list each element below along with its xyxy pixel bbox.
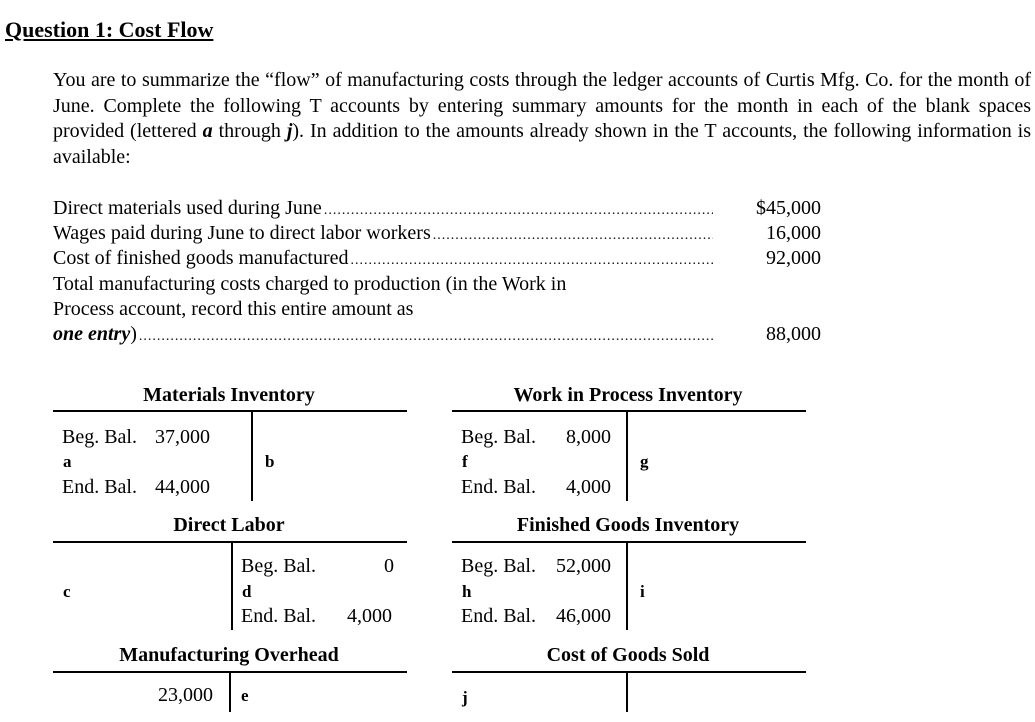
- amount-wages: 16,000: [766, 222, 821, 244]
- instructions-text-3: ). In addition to the amounts already shown in the T accounts, the following information is available:: [53, 120, 1032, 168]
- finished-goods-title: Finished Goods Inventory: [516, 514, 740, 536]
- letter-a: a: [202, 120, 213, 142]
- instructions-text-1: You are to summarize the “flow” of manufacturing costs through the ledger accounts of Curtis Mfg. Co. for the month of June. Complete the following T accounts by entering summary amounts for the month in each of the blank spaces provided (lettered: [53, 69, 1031, 142]
- instructions-text-2: through: [212, 120, 287, 142]
- instructions-paragraph: [53, 68, 1031, 170]
- info-direct-labor-wages: Wages paid during June to direct labor workers .....: [53, 222, 713, 248]
- info-total-mfg-line2: Process account, record this entire amount as: [53, 298, 414, 320]
- question-title: Question 1: Cost Flow: [5, 17, 214, 42]
- wip-title: Work in Process Inventory: [513, 384, 743, 406]
- info-direct-materials: Direct materials used during June .....: [53, 197, 713, 223]
- cogs-title: Cost of Goods Sold: [546, 644, 710, 666]
- info-total-mfg-line3: one entry) .....: [53, 323, 713, 349]
- manufacturing-overhead-title: Manufacturing Overhead: [119, 644, 339, 666]
- direct-labor-title: Direct Labor: [173, 514, 285, 536]
- letter-j: j: [286, 120, 293, 142]
- amount-finished-goods: 92,000: [766, 247, 821, 269]
- amount-direct-materials: $45,000: [756, 197, 821, 219]
- amount-total-mfg: 88,000: [766, 323, 821, 345]
- info-total-mfg-line1: Total manufacturing costs charged to production (in the Work in: [53, 273, 567, 295]
- materials-inventory-title: Materials Inventory: [143, 384, 315, 406]
- info-cost-finished-goods: Cost of finished goods manufactured .....: [53, 247, 713, 273]
